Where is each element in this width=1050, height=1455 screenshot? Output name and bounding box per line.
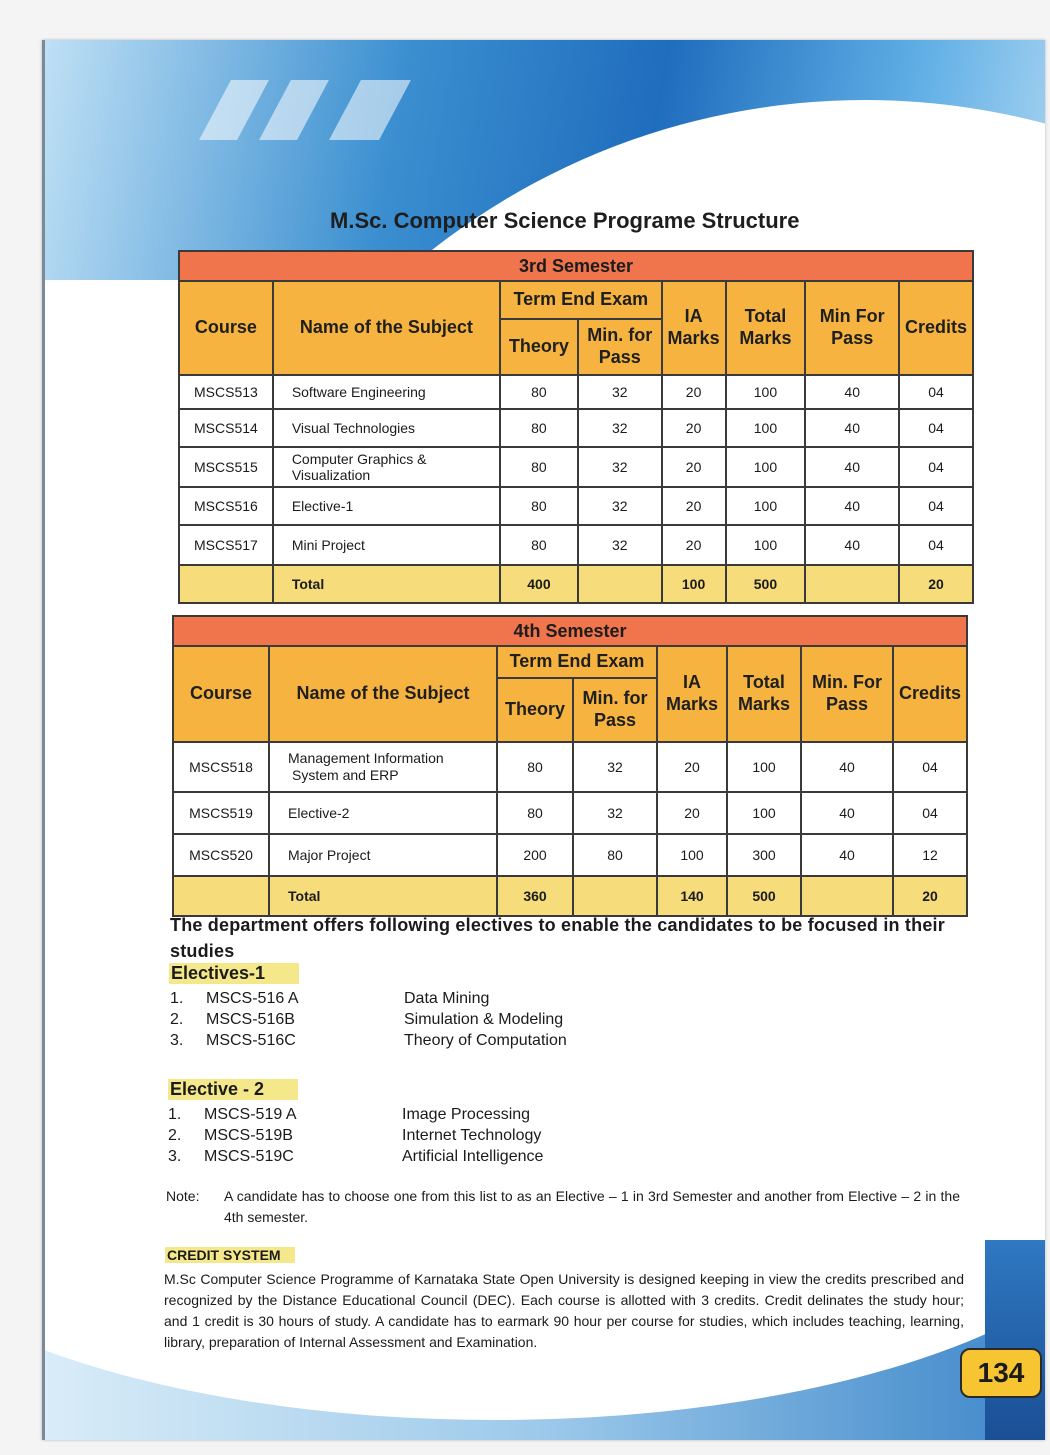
table-row — [173, 834, 967, 876]
course-code: MSCS520 — [173, 834, 269, 876]
subject-name: Software Engineering — [273, 375, 500, 409]
ia-value: 100 — [657, 834, 727, 876]
theory-value: 80 — [500, 375, 578, 409]
note-text: A candidate has to choose one from this list to as an Elective – 1 in 3rd Semester and another from Elective – 2 in the 4th semester. — [224, 1188, 960, 1225]
subject-name: Mini Project — [273, 525, 500, 565]
min-value: 32 — [578, 375, 662, 409]
credits-value: 04 — [899, 375, 973, 409]
total-credits: 20 — [893, 876, 967, 916]
credits-value: 04 — [899, 447, 973, 487]
total-value: 300 — [727, 834, 801, 876]
course-code: MSCS516 — [179, 487, 273, 525]
total-ia: 140 — [657, 876, 727, 916]
total-blank — [573, 876, 657, 916]
table-row — [173, 742, 967, 792]
total-marks: 500 — [727, 876, 801, 916]
pass-value: 40 — [805, 447, 899, 487]
course-code: MSCS517 — [179, 525, 273, 565]
item-number: 3. — [168, 1148, 182, 1165]
credits-value: 04 — [899, 487, 973, 525]
ia-value: 20 — [662, 375, 726, 409]
item-code: MSCS-519B — [204, 1127, 293, 1144]
total-row — [179, 565, 973, 603]
theory-value: 80 — [500, 487, 578, 525]
sem4-heading: 4th Semester — [173, 616, 967, 646]
subject-name: Visual Technologies — [273, 409, 500, 447]
item-name: Internet Technology — [402, 1127, 542, 1144]
ia-value: 20 — [662, 447, 726, 487]
electives1-list — [170, 988, 590, 1051]
table-row — [179, 525, 973, 565]
col-term-end-exam: Term End Exam — [497, 646, 657, 678]
total-ia: 100 — [662, 565, 726, 603]
total-blank — [173, 876, 269, 916]
col-credits: Credits — [899, 281, 973, 375]
col-total-marks: Total Marks — [727, 646, 801, 742]
item-number: 2. — [170, 1011, 184, 1028]
credits-value: 04 — [893, 792, 967, 834]
item-code: MSCS-519C — [204, 1148, 294, 1165]
electives2-title: Elective - 2 — [168, 1079, 298, 1100]
item-number: 1. — [170, 990, 184, 1007]
pass-value: 40 — [801, 792, 893, 834]
subject-name — [269, 742, 497, 792]
col-course: Course — [179, 281, 273, 375]
total-label: Total — [273, 565, 500, 603]
col-ia-marks: IA Marks — [657, 646, 727, 742]
subject-name: Elective-2 — [269, 792, 497, 834]
credits-value: 04 — [899, 409, 973, 447]
item-code: MSCS-516C — [206, 1032, 296, 1049]
col-course: Course — [173, 646, 269, 742]
credits-value: 04 — [899, 525, 973, 565]
course-code: MSCS518 — [173, 742, 269, 792]
theory-value: 80 — [500, 525, 578, 565]
sem4-heading-row — [173, 616, 967, 646]
subject-name-line1: Management Information — [288, 750, 444, 766]
ia-value: 20 — [662, 409, 726, 447]
item-code: MSCS-519 A — [204, 1106, 297, 1123]
table-row — [179, 447, 973, 487]
min-value: 80 — [573, 834, 657, 876]
item-name: Theory of Computation — [404, 1032, 567, 1049]
total-blank — [801, 876, 893, 916]
theory-value: 80 — [497, 742, 573, 792]
total-theory: 400 — [500, 565, 578, 603]
col-subject: Name of the Subject — [269, 646, 497, 742]
col-term-end-exam: Term End Exam — [500, 281, 662, 319]
total-value: 100 — [726, 525, 806, 565]
item-number: 3. — [170, 1032, 184, 1049]
pass-value: 40 — [805, 487, 899, 525]
sem4-table — [172, 615, 968, 917]
list-item — [170, 1030, 590, 1051]
col-credits: Credits — [893, 646, 967, 742]
ia-value: 20 — [662, 487, 726, 525]
sem3-table — [178, 250, 974, 604]
item-name: Artificial Intelligence — [402, 1148, 544, 1165]
min-value: 32 — [578, 409, 662, 447]
total-blank — [179, 565, 273, 603]
total-value: 100 — [727, 742, 801, 792]
table-row — [179, 409, 973, 447]
total-credits: 20 — [899, 565, 973, 603]
pass-value: 40 — [805, 409, 899, 447]
pass-value: 40 — [801, 742, 893, 792]
course-code: MSCS515 — [179, 447, 273, 487]
sem3-header-row — [179, 281, 973, 319]
col-theory: Theory — [500, 319, 578, 375]
total-value: 100 — [726, 447, 806, 487]
pass-value: 40 — [805, 525, 899, 565]
list-item — [168, 1146, 588, 1167]
item-number: 2. — [168, 1127, 182, 1144]
total-blank — [805, 565, 899, 603]
col-min-for-pass-exam: Min. for Pass — [573, 678, 657, 742]
total-marks: 500 — [726, 565, 806, 603]
course-code: MSCS514 — [179, 409, 273, 447]
item-name: Simulation & Modeling — [404, 1011, 564, 1028]
course-code: MSCS513 — [179, 375, 273, 409]
credits-value: 12 — [893, 834, 967, 876]
subject-name-line2: System and ERP — [292, 767, 399, 783]
total-row — [173, 876, 967, 916]
total-label: Total — [269, 876, 497, 916]
list-item — [170, 1009, 590, 1030]
total-value: 100 — [726, 409, 806, 447]
sem3-heading-row — [179, 251, 973, 281]
theory-value: 80 — [500, 409, 578, 447]
min-value: 32 — [578, 487, 662, 525]
ia-value: 20 — [657, 742, 727, 792]
total-theory: 360 — [497, 876, 573, 916]
subject-name: Computer Graphics & Visualization — [273, 447, 500, 487]
list-item — [170, 988, 590, 1009]
page-title: M.Sc. Computer Science Programe Structure — [330, 208, 800, 233]
col-theory: Theory — [497, 678, 573, 742]
min-value: 32 — [578, 525, 662, 565]
total-value: 100 — [726, 487, 806, 525]
item-number: 1. — [168, 1106, 182, 1123]
item-code: MSCS-516B — [206, 1011, 295, 1028]
table-row — [173, 792, 967, 834]
electives1-title: Electives-1 — [169, 963, 299, 984]
min-value: 32 — [573, 792, 657, 834]
col-min-for-pass: Min For Pass — [805, 281, 899, 375]
sem4-header-row — [173, 646, 967, 678]
ia-value: 20 — [657, 792, 727, 834]
col-total-marks: Total Marks — [726, 281, 806, 375]
table-row — [179, 375, 973, 409]
total-value: 100 — [726, 375, 806, 409]
sem3-heading: 3rd Semester — [179, 251, 973, 281]
page-number: 134 — [960, 1348, 1042, 1398]
table-row — [179, 487, 973, 525]
col-min-for-pass-exam: Min. for Pass — [578, 319, 662, 375]
list-item — [168, 1104, 588, 1125]
course-code: MSCS519 — [173, 792, 269, 834]
electives-intro: The department offers following electives to enable the candidates to be focused in their studies — [170, 915, 945, 961]
item-name: Data Mining — [404, 990, 490, 1007]
total-blank — [578, 565, 662, 603]
credit-system-title: CREDIT SYSTEM — [165, 1247, 295, 1263]
list-item — [168, 1125, 588, 1146]
subject-name: Major Project — [269, 834, 497, 876]
theory-value: 80 — [500, 447, 578, 487]
col-min-for-pass: Min. For Pass — [801, 646, 893, 742]
total-value: 100 — [727, 792, 801, 834]
pass-value: 40 — [805, 375, 899, 409]
subject-name: Elective-1 — [273, 487, 500, 525]
item-code: MSCS-516 A — [206, 990, 299, 1007]
note-label: Note: — [166, 1188, 200, 1204]
item-name: Image Processing — [402, 1106, 531, 1123]
pass-value: 40 — [801, 834, 893, 876]
min-value: 32 — [578, 447, 662, 487]
min-value: 32 — [573, 742, 657, 792]
credits-value: 04 — [893, 742, 967, 792]
col-ia-marks: IA Marks — [662, 281, 726, 375]
credit-system-text: M.Sc Computer Science Programme of Karnataka State Open University is designed keeping in view the credits prescribed and recognized by the Distance Educational Council (DEC). Each course is allotted with 3 credits. Credit delinates the study hour; and 1 credit is 30 hours of study. A candidate has to earmark 90 hour per course for studies, which includes teaching, learning, library, preparation of Internal Assessment and Examination. — [164, 1271, 964, 1350]
col-subject: Name of the Subject — [273, 281, 500, 375]
theory-value: 200 — [497, 834, 573, 876]
ia-value: 20 — [662, 525, 726, 565]
electives2-list — [168, 1104, 588, 1167]
theory-value: 80 — [497, 792, 573, 834]
